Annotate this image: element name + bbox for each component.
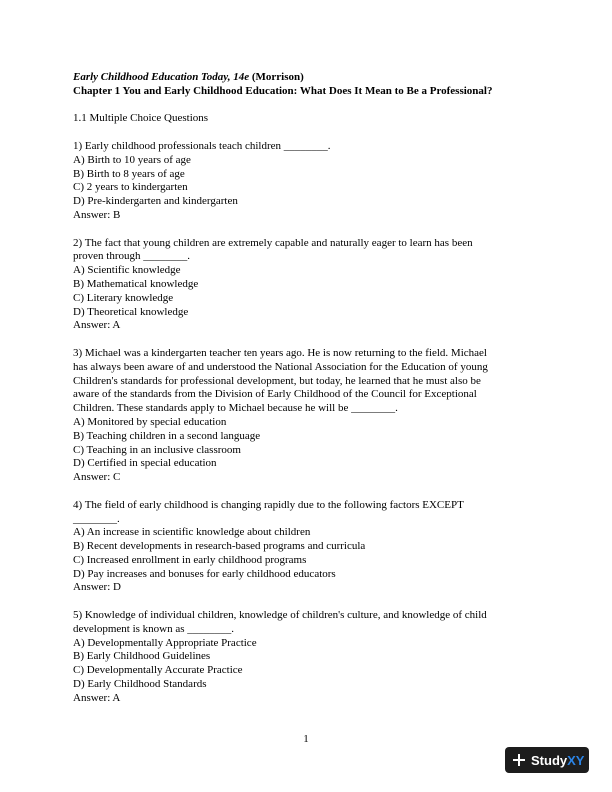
- book-title-line: [73, 71, 548, 85]
- answer-key: Answer: D: [73, 581, 121, 594]
- question-stem-line: Children's standards for professional development, but today, he learned that he must also be: [73, 374, 481, 387]
- question-list: [73, 140, 548, 706]
- question-block: [73, 499, 548, 596]
- brand-text-xy: XY: [567, 752, 585, 768]
- document-page: [73, 71, 548, 706]
- book-author: (Morrison): [249, 71, 304, 83]
- question-stem-line: 1) Early childhood professionals teach children ________.: [73, 139, 331, 152]
- page-number: 1: [303, 733, 309, 745]
- answer-option: D) Theoretical knowledge: [73, 305, 189, 318]
- question-stem-line: ________.: [73, 512, 120, 525]
- answer-key: Answer: A: [73, 319, 121, 332]
- question-stem-line: 4) The field of early childhood is changing rapidly due to the following factors EXCEPT: [73, 498, 464, 511]
- question-stem-line: Children. These standards apply to Michael because he will be ________.: [73, 402, 398, 415]
- answer-option: B) Recent developments in research-based programs and curricula: [73, 540, 366, 553]
- question-stem-line: development is known as ________.: [73, 622, 235, 635]
- answer-option: A) Birth to 10 years of age: [73, 153, 191, 166]
- answer-option: C) Literary knowledge: [73, 291, 174, 304]
- question-block: [73, 237, 548, 334]
- question-stem-line: 3) Michael was a kindergarten teacher ten years ago. He is now returning to the field. Michael: [73, 346, 487, 359]
- answer-option: D) Early Childhood Standards: [73, 678, 207, 691]
- answer-key: Answer: C: [73, 471, 121, 484]
- question-stem-line: proven through ________.: [73, 250, 191, 263]
- answer-option: D) Pay increases and bonuses for early childhood educators: [73, 567, 336, 580]
- answer-option: A) Scientific knowledge: [73, 264, 181, 277]
- question-block: [73, 347, 548, 485]
- answer-option: D) Pre-kindergarten and kindergarten: [73, 195, 238, 208]
- answer-option: C) Developmentally Accurate Practice: [73, 664, 243, 677]
- answer-option: C) Teaching in an inclusive classroom: [73, 443, 241, 456]
- answer-option: D) Certified in special education: [73, 457, 217, 470]
- answer-option: B) Mathematical knowledge: [73, 277, 199, 290]
- answer-option: C) 2 years to kindergarten: [73, 181, 188, 194]
- brand-text-study: Study: [531, 752, 568, 768]
- question-stem-line: aware of the standards from the Division of Early Childhood of the Council for Exceptional: [73, 388, 477, 401]
- chapter-heading: Chapter 1 You and Early Childhood Education: What Does It Mean to Be a Professional?: [73, 84, 493, 97]
- section-heading: 1.1 Multiple Choice Questions: [73, 112, 209, 125]
- answer-option: B) Teaching children in a second language: [73, 429, 261, 442]
- answer-option: A) Monitored by special education: [73, 415, 227, 428]
- answer-option: B) Early Childhood Guidelines: [73, 650, 211, 663]
- book-title: Early Childhood Education Today, 14e: [73, 71, 250, 83]
- answer-option: A) An increase in scientific knowledge about children: [73, 526, 311, 539]
- plus-icon: [513, 754, 525, 766]
- answer-key: Answer: B: [73, 208, 121, 221]
- question-stem-line: has always been aware of and understood the National Association for the Education of young: [73, 360, 488, 373]
- question-stem-line: 5) Knowledge of individual children, knowledge of children's culture, and knowledge of child: [73, 609, 487, 622]
- answer-option: C) Increased enrollment in early childhood programs: [73, 553, 307, 566]
- question-block: [73, 609, 548, 706]
- answer-option: B) Birth to 8 years of age: [73, 167, 185, 180]
- studyxy-watermark: [505, 747, 589, 773]
- answer-key: Answer: A: [73, 691, 121, 704]
- question-stem-line: 2) The fact that young children are extremely capable and naturally eager to learn has been: [73, 236, 473, 249]
- question-block: [73, 140, 548, 223]
- answer-option: A) Developmentally Appropriate Practice: [73, 636, 257, 649]
